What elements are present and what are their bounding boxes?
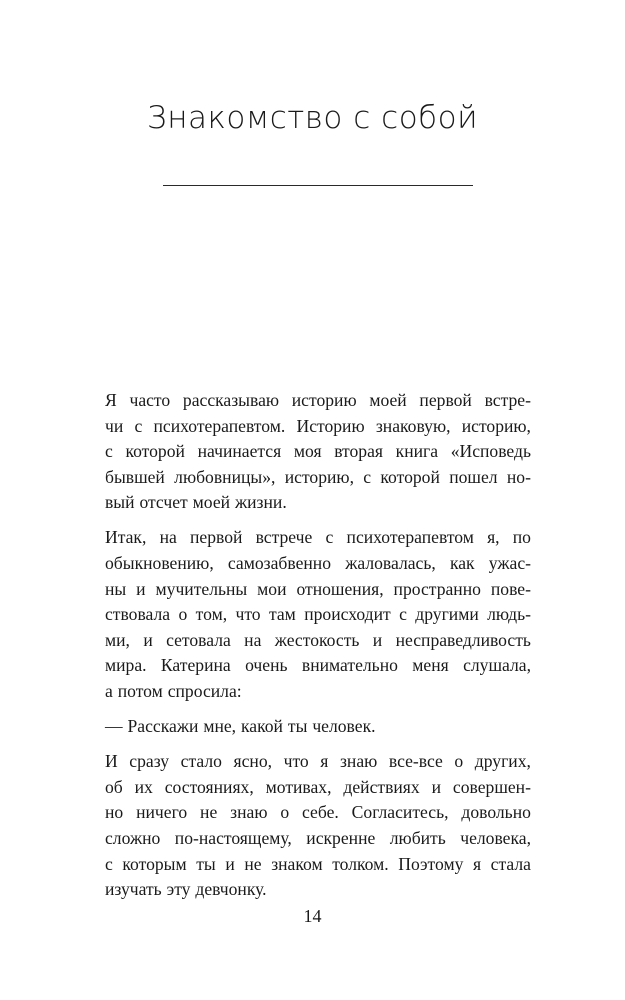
word: Согласитесь, <box>351 802 449 823</box>
word: ничего <box>136 802 188 823</box>
word: на <box>159 527 177 548</box>
word: первой <box>419 390 472 410</box>
word: мучительны <box>155 578 248 599</box>
word: об <box>105 776 123 797</box>
word: с <box>325 527 334 548</box>
body-text <box>105 388 531 903</box>
text-line <box>105 877 531 903</box>
word: сложно <box>105 828 161 848</box>
word: изучать <box>105 879 162 900</box>
text-line <box>105 525 531 551</box>
word: Я <box>105 390 117 410</box>
word: с <box>399 604 407 625</box>
word: с <box>363 466 372 487</box>
word: чи <box>105 415 124 436</box>
text-line <box>105 388 531 414</box>
word: жестокость <box>274 629 360 650</box>
paragraph <box>105 749 531 903</box>
text-line <box>105 679 531 705</box>
word: мотивах, <box>265 776 332 797</box>
word: мои <box>257 578 287 599</box>
word: пове- <box>490 578 531 599</box>
text-line <box>105 602 531 628</box>
word: историю, <box>284 466 354 487</box>
text-line <box>105 749 531 775</box>
word: о <box>454 751 464 772</box>
word: историю <box>291 390 357 410</box>
text-line <box>105 653 531 679</box>
paragraph <box>105 525 531 704</box>
word: сетовала <box>166 629 231 650</box>
word: пошел <box>449 466 498 487</box>
word: совершен- <box>452 776 531 797</box>
word: спросила: <box>167 681 242 702</box>
word: там <box>268 604 296 625</box>
word: ствовала <box>105 604 171 625</box>
text-line <box>105 465 531 491</box>
word: несправедливость <box>395 629 531 650</box>
word: о <box>178 604 188 625</box>
word: самозабвенно <box>227 553 332 574</box>
word: психотерапевтом <box>346 527 474 548</box>
word: что <box>283 751 309 772</box>
word: с <box>105 441 113 462</box>
title-divider <box>163 185 473 186</box>
word: мира. <box>105 655 147 676</box>
word: начинается <box>197 441 282 462</box>
word: Итак, <box>105 527 147 548</box>
word: и <box>136 578 146 599</box>
word: книга <box>395 441 439 462</box>
page-number: 14 <box>303 906 322 926</box>
word: их <box>134 776 153 797</box>
text-line <box>105 551 531 577</box>
word: встре- <box>484 390 531 410</box>
text-line <box>105 490 531 516</box>
paragraph-gap <box>105 705 531 715</box>
word: меня <box>412 655 449 676</box>
word: какой <box>241 716 283 737</box>
word: моя <box>293 441 322 462</box>
word: себе. <box>302 802 339 823</box>
word: о <box>280 802 290 823</box>
word: с <box>134 415 143 436</box>
word: на <box>244 629 262 650</box>
word: любить <box>389 828 446 848</box>
word: ты <box>287 716 308 737</box>
word: часто <box>129 390 171 410</box>
word: Историю <box>296 415 365 436</box>
word: все-все <box>388 751 443 772</box>
word: отношения, <box>296 578 384 599</box>
word: но <box>105 802 124 823</box>
word: внимательно <box>301 655 398 676</box>
text-line <box>105 628 531 654</box>
word: знаю <box>230 802 268 823</box>
word: очень <box>245 655 288 676</box>
word: я, <box>487 527 500 548</box>
word: ужас- <box>488 553 531 574</box>
word: ны <box>105 578 127 599</box>
word: я <box>320 751 329 772</box>
word: Катерина <box>160 655 231 676</box>
word: бывшей <box>105 466 165 487</box>
paragraph-gap <box>105 740 531 750</box>
word: ми, <box>105 629 130 650</box>
word: не <box>244 853 262 874</box>
word: по-настоящему, <box>174 828 292 848</box>
word: человека, <box>460 828 531 848</box>
word: «Исповедь <box>450 441 531 462</box>
text-line <box>105 714 531 740</box>
word: и <box>143 629 153 650</box>
word: эту <box>166 879 191 900</box>
word: и <box>372 629 383 650</box>
text-line <box>105 775 531 801</box>
word: которой <box>380 466 440 487</box>
text-line <box>105 577 531 603</box>
word: а <box>105 681 113 702</box>
word: — <box>105 716 123 737</box>
word: ты <box>196 853 216 874</box>
word: довольно <box>461 802 531 823</box>
word: как <box>449 553 475 574</box>
text-line <box>105 852 531 878</box>
word: знаю <box>339 751 378 772</box>
text-line <box>105 439 531 465</box>
word: моей <box>369 390 407 410</box>
word: историю, <box>461 415 531 436</box>
text-line <box>105 414 531 440</box>
word: жаловалась, <box>345 553 436 574</box>
chapter-title: Знакомство с собой <box>146 100 479 136</box>
word: встрече <box>255 527 313 548</box>
paragraph <box>105 388 531 516</box>
word: любовницы», <box>174 466 276 487</box>
word: и <box>225 853 235 874</box>
word: действиях <box>343 776 420 797</box>
word: которой <box>125 441 185 462</box>
word: жизни. <box>234 492 287 513</box>
word: И <box>105 751 118 772</box>
word: толком. <box>332 853 389 874</box>
word: том, <box>195 604 228 625</box>
word: что <box>235 604 261 625</box>
word: рассказываю <box>182 390 280 410</box>
word: знаком <box>271 853 323 874</box>
word: людь- <box>487 604 531 625</box>
word: вторая <box>334 441 384 462</box>
word: не <box>200 802 218 823</box>
word: ясно, <box>233 751 273 772</box>
text-line <box>105 826 531 852</box>
word: я <box>472 853 482 874</box>
word: психотерапевтом. <box>153 415 286 436</box>
word: обыкновению, <box>105 553 214 574</box>
word: моей <box>192 492 231 513</box>
word: мне, <box>203 716 237 737</box>
word: Поэтому <box>398 853 464 874</box>
word: человек. <box>312 716 376 737</box>
word: первой <box>189 527 243 548</box>
word: другими <box>415 604 479 625</box>
word: стало <box>180 751 222 772</box>
word: происходит <box>304 604 391 625</box>
word: стала <box>490 853 531 874</box>
word: девчонку. <box>195 879 267 900</box>
word: состояниях, <box>164 776 254 797</box>
word: Расскажи <box>127 716 199 737</box>
text-line <box>105 800 531 826</box>
paragraph-gap <box>105 516 531 526</box>
word: отсчет <box>139 492 188 513</box>
word: но- <box>506 466 531 487</box>
word: с <box>105 853 113 874</box>
word: потом <box>117 681 163 702</box>
word: искренне <box>306 828 376 848</box>
word: которым <box>122 853 187 874</box>
paragraph <box>105 714 531 740</box>
word: пространно <box>393 578 481 599</box>
word: знаковую, <box>375 415 451 436</box>
word: других, <box>474 751 531 772</box>
word: по <box>512 527 531 548</box>
word: сразу <box>129 751 170 772</box>
word: вый <box>105 492 135 513</box>
word: слушала, <box>463 655 531 676</box>
word: и <box>431 776 442 797</box>
